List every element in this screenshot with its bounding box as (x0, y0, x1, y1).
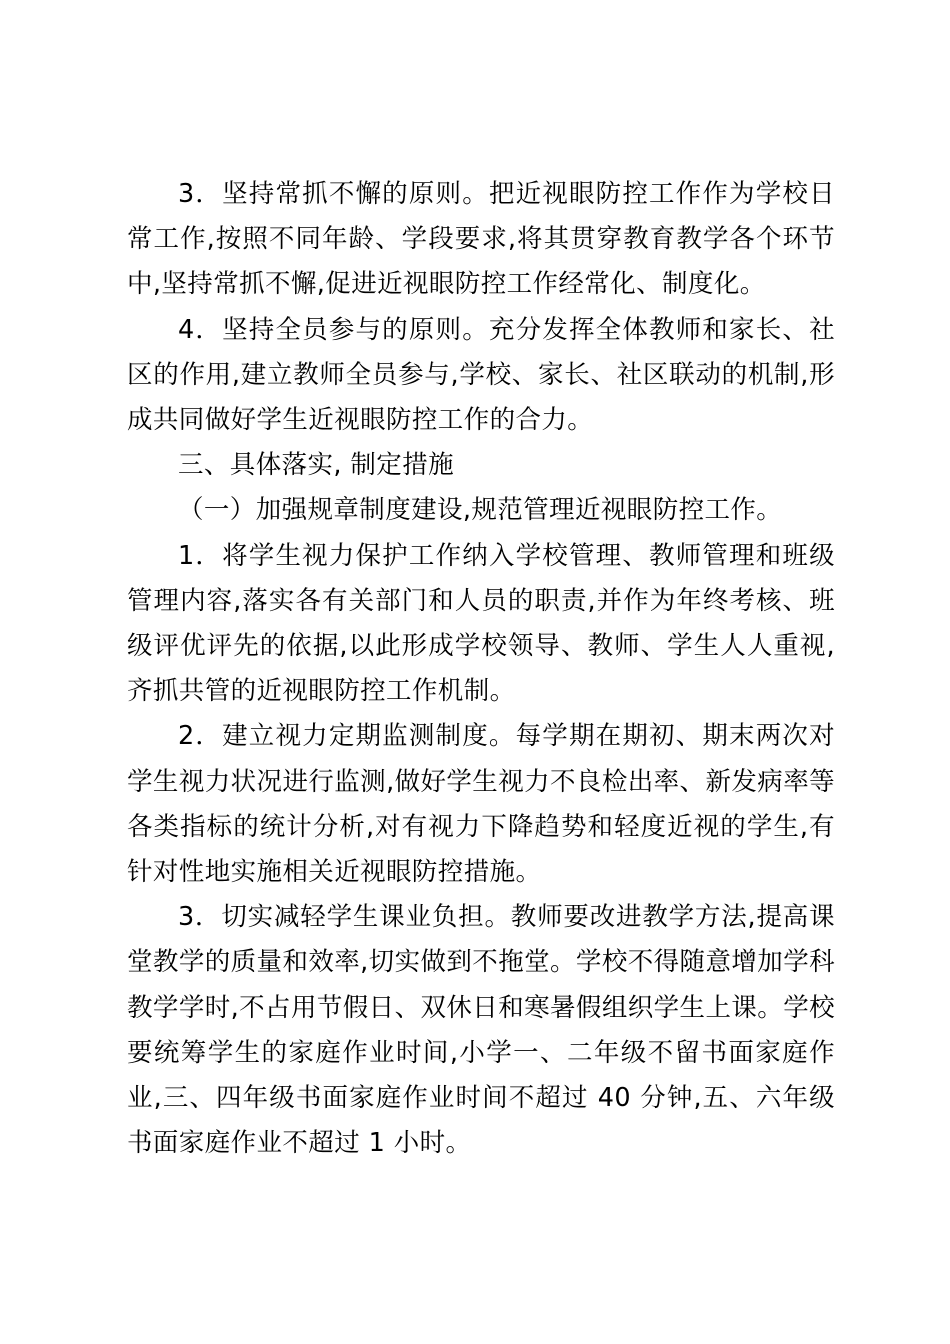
document-page (127, 172, 835, 1166)
paragraph-measure-1: 1．将学生视力保护工作纳入学校管理、教师管理和班级管理内容,落实各有关部门和人员的职责,并作为年终考核、班级评优评先的依据,以此形成学校领导、教师、学生人人重视,齐抓共管的近视眼防控工作机制。 (127, 540, 835, 707)
paragraph-principle-4: 4．坚持全员参与的原则。充分发挥全体教师和家长、社区的作用,建立教师全员参与,学校、家长、社区联动的机制,形成共同做好学生近视眼防控工作的合力。 (127, 314, 835, 436)
section-heading-3: 三、具体落实, 制定措施 (178, 450, 455, 481)
paragraph-measure-3: 3．切实减轻学生课业负担。教师要改进教学方法,提高课堂教学的质量和效率,切实做到不拖堂。学校不得随意增加学科教学学时,不占用节假日、双休日和寒暑假组织学生上课。学校要统筹学生的家庭作业时间,小学一、二年级不留书面家庭作业,三、四年级书面家庭作业时间不超过 40 分钟,五、六年级书面家庭作业不超过 1 小时。 (127, 902, 835, 1159)
subsection-heading-1: （一）加强规章制度建设,规范管理近视眼防控工作。 (178, 495, 783, 526)
paragraph-principle-3: 3．坚持常抓不懈的原则。把近视眼防控工作作为学校日常工作,按照不同年龄、学段要求,将其贯穿教育教学各个环节中,坚持常抓不懈,促进近视眼防控工作经常化、制度化。 (127, 179, 835, 300)
paragraph-measure-2: 2．建立视力定期监测制度。每学期在期初、期末两次对学生视力状况进行监测,做好学生视力不良检出率、新发病率等各类指标的统计分析,对有视力下降趋势和轻度近视的学生,有针对性地实施相关近视眼防控措施。 (127, 721, 835, 888)
